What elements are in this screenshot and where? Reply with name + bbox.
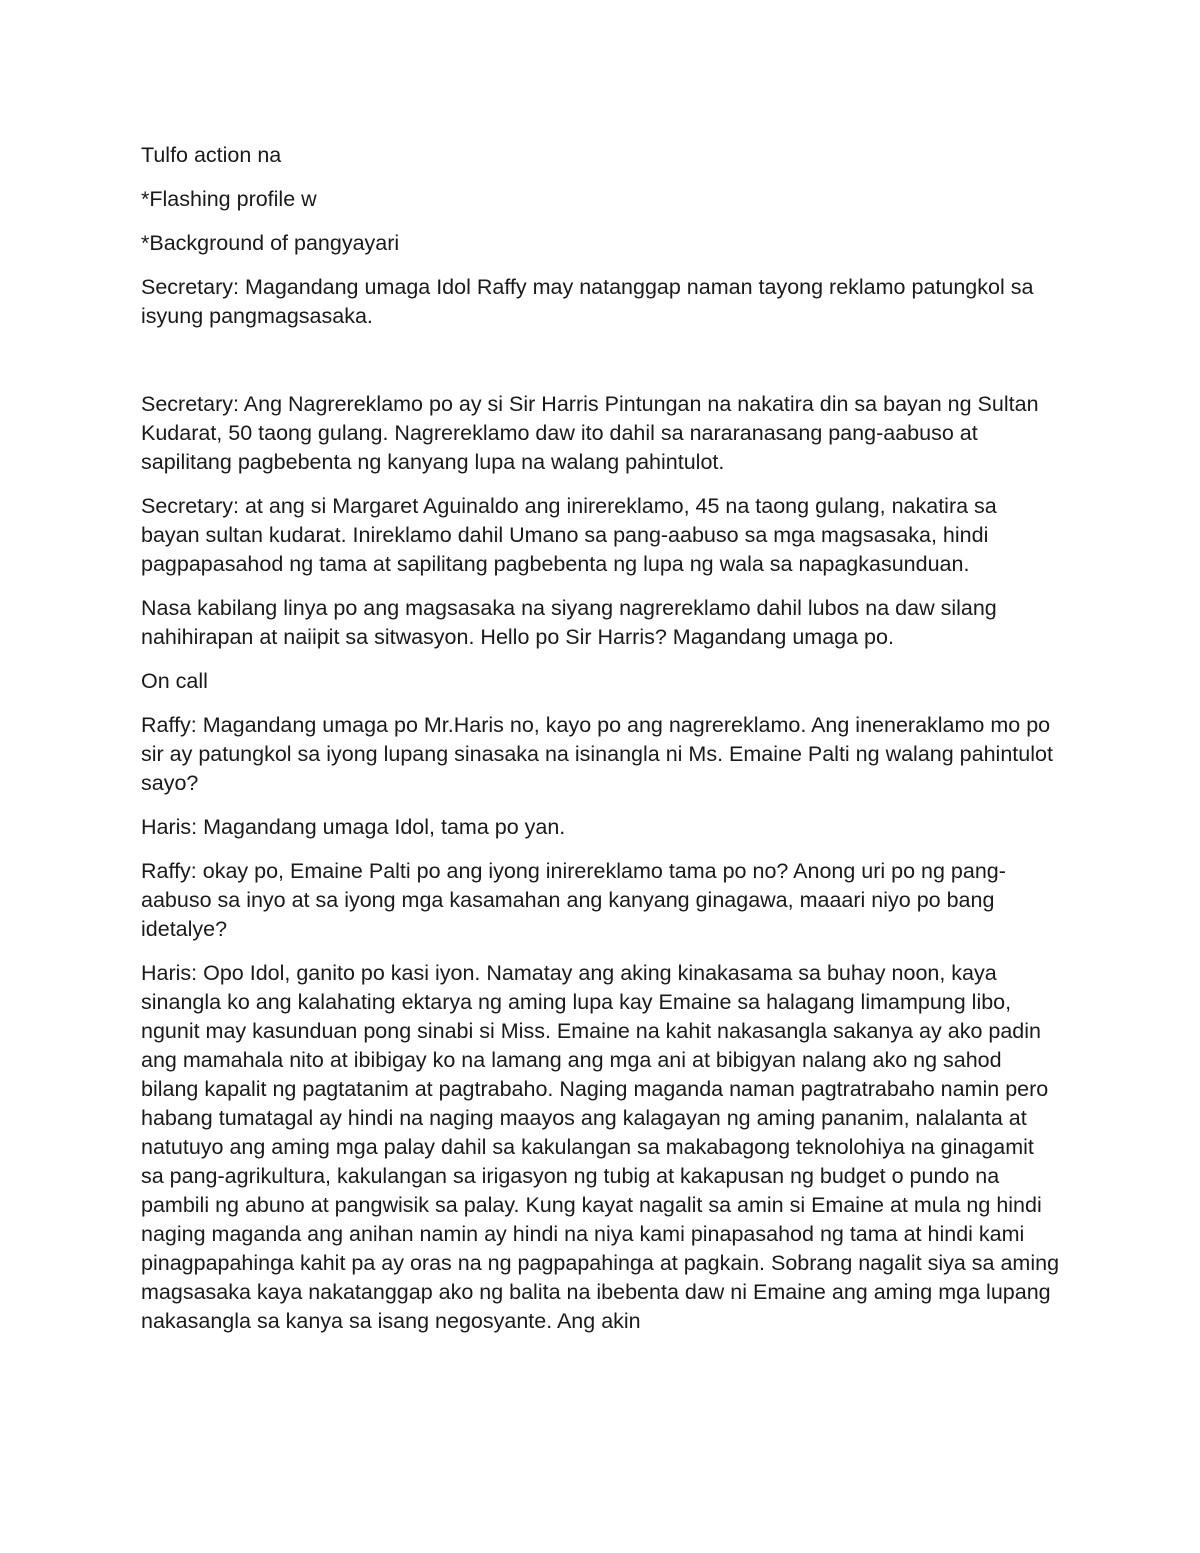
note-line: *Background of pangyayari	[141, 231, 400, 255]
stage-direction: On call	[141, 669, 208, 693]
dialogue-paragraph: Haris: Opo Idol, ganito po kasi iyon. Namatay ang aking kinakasama sa buhay noon, kaya sinangla ko ang kalahating ektarya ng aming lupa kay Emaine sa halagang limampung libo, ngunit may kasunduan pong sinabi si Miss. Emaine na kahit nakasangla sakanya ay ako padin ang mamahala nito at ibibigay ko na lamang ang mga ani at bibigyan nalang ako ng sahod bilang kapalit ng pagtatanim at pagtrabaho. Naging maganda naman pagtratrabaho namin pero habang tumatagal ay hindi na naging maayos ang kalagayan ng aming pananim, nalalanta at natutuyo ang aming mga palay dahil sa kakulangan sa makabagong teknolohiya na ginagamit sa pang-agrikultura, kakulangan sa irigasyon ng tubig at kakapusan ng budget o pundo na pambili ng abuno at pangwisik sa palay. Kung kayat nagalit sa amin si Emaine at mula ng hindi naging maganda ang anihan namin ay hindi na niya kami pinapasahod ng tama at hindi kami pinagpapahinga kahit pa ay oras na ng pagpapahinga at pagkain. Sobrang nagalit siya sa aming magsasaka kaya nakatanggap ako ng balita na ibebenta daw ni Emaine ang aming mga lupang nakasangla sa kanya sa isang negosyante. Ang akin	[141, 961, 1060, 1333]
dialogue-paragraph: Raffy: okay po, Emaine Palti po ang iyong inirereklamo tama po no? Anong uri po ng pang-aabuso sa inyo at sa iyong mga kasamahan ang kanyang ginagawa, maaari niyo po bang idetalye?	[141, 859, 1006, 941]
dialogue-paragraph: Secretary: Magandang umaga Idol Raffy may natanggap naman tayong reklamo patungkol sa isyung pangmagsasaka.	[141, 275, 1034, 328]
dialogue-paragraph: Nasa kabilang linya po ang magsasaka na siyang nagrereklamo dahil lubos na daw silang nahihirapan at naiipit sa sitwasyon. Hello po Sir Harris? Magandang umaga po.	[141, 596, 997, 649]
dialogue-paragraph: Raffy: Magandang umaga po Mr.Haris no, kayo po ang nagrereklamo. Ang ineneraklamo mo po sir ay patungkol sa iyong lupang sinasaka na isinangla ni Ms. Emaine Palti ng walang pahintulot sayo?	[141, 713, 1053, 795]
document-body	[141, 141, 1061, 1351]
heading-line: Tulfo action na	[141, 143, 282, 167]
blank-line	[141, 346, 1061, 375]
dialogue-paragraph: Secretary: at ang si Margaret Aguinaldo ang inirereklamo, 45 na taong gulang, nakatira sa bayan sultan kudarat. Inireklamo dahil Umano sa pang-aabuso sa mga magsasaka, hindi pagpapasahod ng tama at sapilitang pagbebenta ng lupa ng wala sa napagkasunduan.	[141, 494, 997, 576]
dialogue-paragraph: Haris: Magandang umaga Idol, tama po yan.	[141, 815, 566, 839]
dialogue-paragraph: Secretary: Ang Nagrereklamo po ay si Sir Harris Pintungan na nakatira din sa bayan ng Sultan Kudarat, 50 taong gulang. Nagrereklamo daw ito dahil sa nararanasang pang-aabuso at sapilitang pagbebenta ng kanyang lupa na walang pahintulot.	[141, 392, 1039, 474]
note-line: *Flashing profile w	[141, 187, 317, 211]
